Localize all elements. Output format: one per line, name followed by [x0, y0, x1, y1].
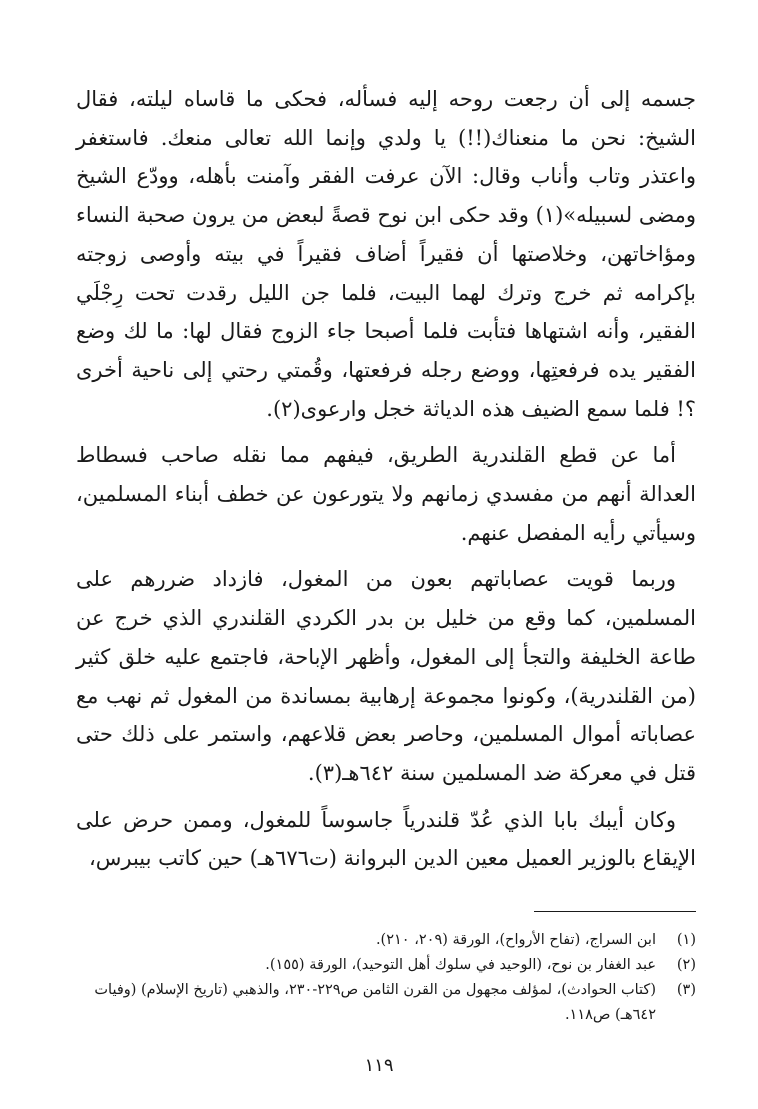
footnote-number: (٢)	[676, 957, 696, 973]
footnote-text: عبد الغفار بن نوح، (الوحيد في سلوك أهل التوحيد)، الورقة (١٥٥).	[265, 957, 656, 973]
page-number: ١١٩	[364, 1055, 394, 1076]
main-text	[76, 80, 696, 886]
paragraph-3: وربما قويت عصاباتهم بعون من المغول، فازداد ضررهم على المسلمين، كما وقع من خليل بن بدر الكردي القلندري الذي خرج عن طاعة الخليفة والتجأ إلى المغول، وأظهر الإباحة، فاجتمع عليه خلق كثير (من القلندرية)، وكونوا مجموعة إرهابية بمساندة من المغول ثم نهب مع عصاباته أموال المسلمين، وحاصر بعض قلاعهم، واستمر على ذلك حتى قتل في معركة ضد المسلمين سنة ٦٤٢هـ(٣).	[76, 567, 696, 785]
footnote-text: (كتاب الحوادث)، لمؤلف مجهول من القرن الثامن ص٢٢٩-٢٣٠، والذهبي (تاريخ الإسلام) (وفيات ٦٤٢هـ) ص١١٨.	[94, 982, 656, 1023]
paragraph-4: وكان أيبك بابا الذي عُدّ قلندرياً جاسوساً للمغول، وممن حرض على الإيقاع بالوزير العميل معين الدين البروانة (ت٦٧٦هـ) حين كاتب بيبرس،	[76, 807, 696, 871]
paragraph-2: أما عن قطع القلندرية الطريق، فيفهم مما نقله صاحب فسطاط العدالة أنهم من مفسدي زمانهم ولا يتورعون عن خطف أبناء المسلمين، وسيأتي رأيه المفصل عنهم.	[76, 443, 696, 545]
footnote-3	[76, 978, 696, 1028]
footnote-text: ابن السراج، (تفاح الأرواح)، الورقة (٢٠٩، ٢١٠).	[375, 932, 656, 948]
footnote-divider	[534, 911, 696, 912]
footnote-number: (١)	[676, 932, 696, 948]
footnotes	[76, 928, 696, 1028]
footnote-number: (٣)	[676, 982, 696, 998]
footnote-1	[76, 928, 696, 953]
paragraph-1: جسمه إلى أن رجعت روحه إليه فسأله، فحكى ما قاساه ليلته، فقال الشيخ: نحن ما منعناك(!!) يا ولدي وإنما الله تعالى منعك. فاستغفر واعتذر وتاب وأناب وقال: الآن عرفت الفقر وآمنت بأهله، وودّع الشيخ ومضى لسبيله»(١) وقد حكى ابن نوح قصةً لبعض من يرون صحبة النساء ومؤاخاتهن، وخلاصتها أن فقيراً أضاف فقيراً في بيته وأوصى زوجته بإكرامه ثم خرج وترك لهما البيت، فلما جن الليل رقدت تحت رِجْلَي الفقير، وأنه اشتهاها فتأبت فلما أصبحا جاء الزوج فقال لها: ما لك وضع الفقير يده فرفعتِها، ووضع رجله فرفعتها، وقُمتي رحتي إلى ناحية أخرى ؟! فلما سمع الضيف هذه الدياثة خجل وارعوى(٢).	[76, 87, 696, 421]
footnote-2	[76, 953, 696, 978]
